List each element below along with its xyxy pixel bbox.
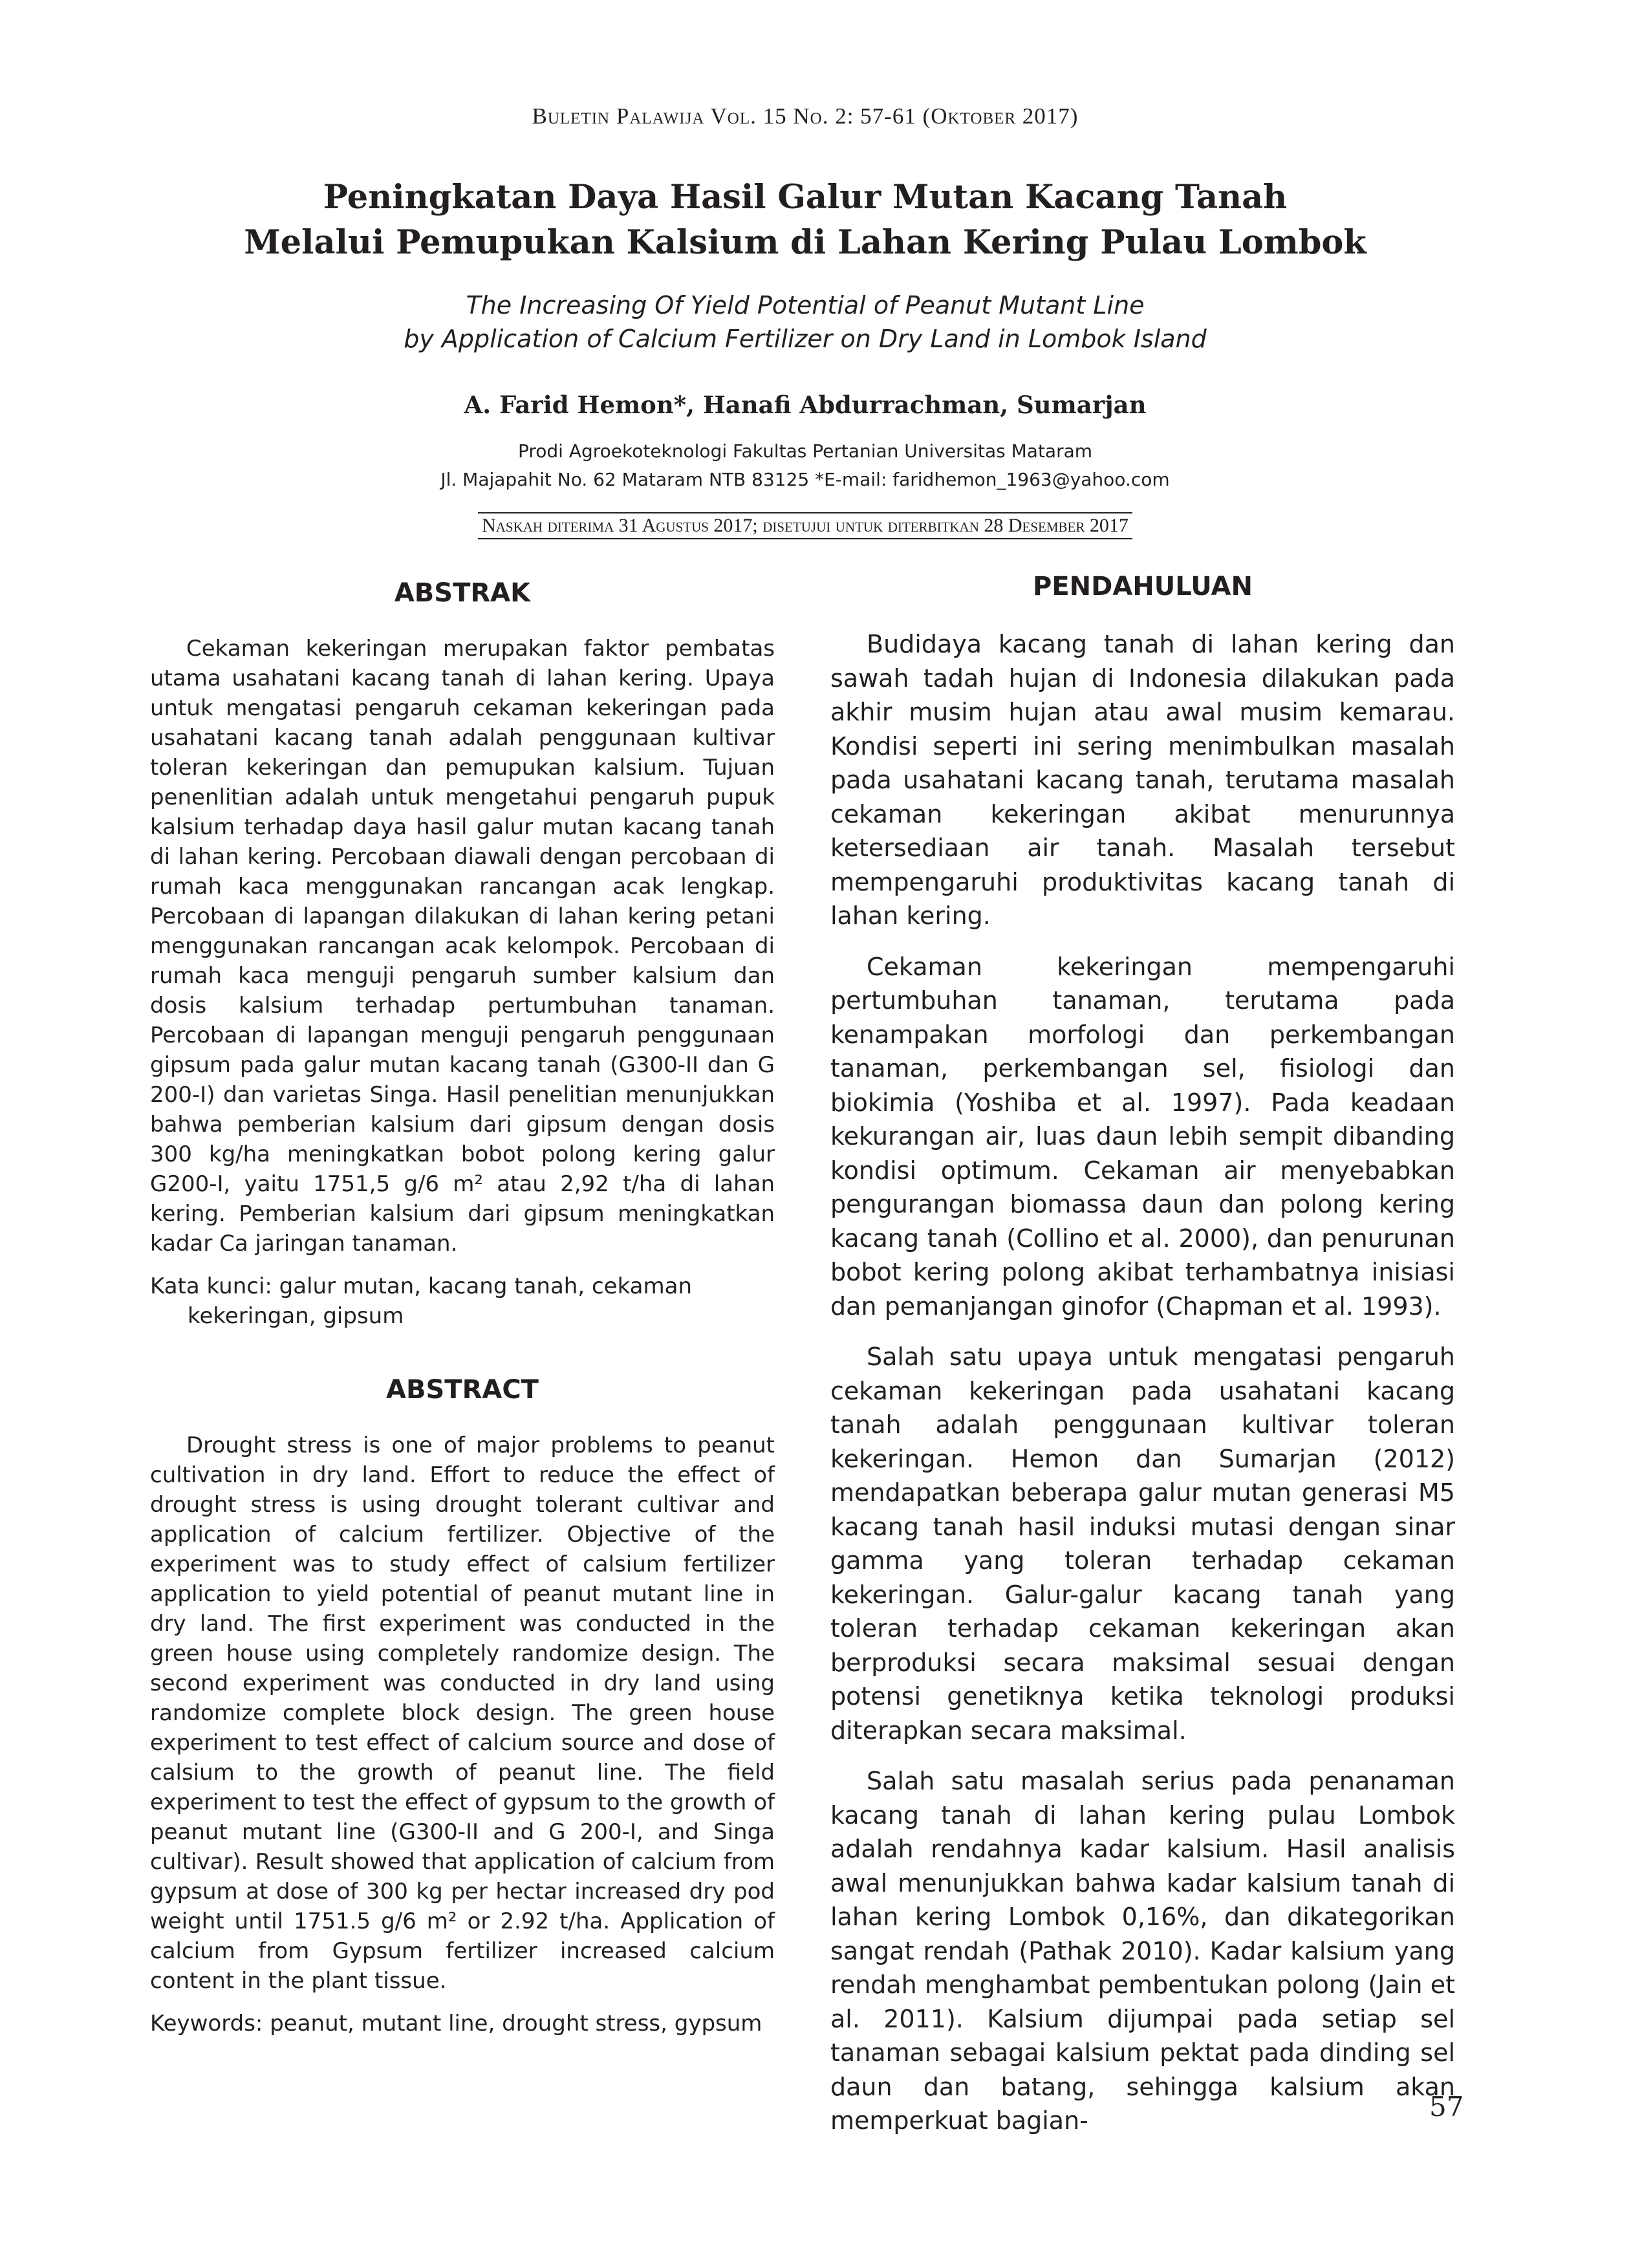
pendahuluan-paragraph-2: Cekaman kekeringan mempengaruhi pertumbuhan tanaman, terutama pada kenampakan morfologi dan perkembangan tanaman, perkembangan sel, fisiologi dan biokimia (Yoshiba et al. 1997). Pada keadaan kekurangan air, luas daun lebih sempit dibanding kondisi optimum. Cekaman air menyebabkan pengurangan biomassa daun dan polong kering kacang tanah (Collino et al. 2000), dan penurunan bobot kering polong akibat terhambatnya inisiasi dan pemanjangan ginofor (Chapman et al. 1993).	[830, 952, 1455, 1321]
pendahuluan-paragraph-3: Salah satu upaya untuk mengatasi pengaruh cekaman kekeringan pada usahatani kacang tanah adalah penggunaan kultivar toleran kekeringan. Hemon dan Sumarjan (2012) mendapatkan beberapa galur mutan generasi M5 kacang tanah hasil induksi mutasi dengan sinar gamma yang toleran terhadap cekaman kekeringan. Galur-galur kacang tanah yang toleran terhadap cekaman kekeringan akan berproduksi secara maksimal sesuai dengan potensi genetiknya ketika teknologi produksi diterapkan secara maksimal.	[830, 1343, 1455, 1745]
abstrak-heading: ABSTRAK	[394, 578, 531, 608]
received-date-text: Naskah diterima 31 Agustus 2017; disetujui untuk diterbitkan 28 Desember 2017	[478, 512, 1132, 539]
affiliation-line-1: Prodi Agroekoteknologi Fakultas Pertanian Universitas Mataram	[517, 440, 1093, 462]
title-line-1: Peningkatan Daya Hasil Galur Mutan Kacang Tanah	[323, 178, 1288, 217]
author-list: A. Farid Hemon*, Hanafi Abdurrachman, Sumarjan	[464, 391, 1147, 419]
journal-header: Buletin Palawija Vol. 15 No. 2: 57-61 (Oktober 2017)	[532, 103, 1079, 129]
affiliation-line-2: Jl. Majapahit No. 62 Mataram NTB 83125 *E-mail: faridhemon_1963@yahoo.com	[440, 469, 1170, 490]
left-column	[150, 569, 775, 2038]
page-number: 57	[1429, 2091, 1464, 2122]
abstract-text: Drought stress is one of major problems to peanut cultivation in dry land. Effort to reduce the effect of drought stress is using drought tolerant cultivar and application of calcium fertilizer. Objective of the experiment was to study effect of calsium fertilizer application to yield potential of peanut mutant line in dry land. The first experiment was conducted in the green house using completely randomize design. The second experiment was conducted in dry land using randomize complete block design. The green house experiment to test effect of calcium source and dose of calsium to the growth of peanut line. The field experiment to test the effect of gypsum to the growth of peanut mutant line (G300-II and G 200-I, and Singa cultivar). Result showed that application of calcium from gypsum at dose of 300 kg per hectar increased dry pod weight until 1751.5 g/6 m² or 2.92 t/ha. Application of calcium from Gypsum fertilizer increased calcium content in the plant tissue.	[150, 1432, 775, 1994]
english-title	[0, 288, 1610, 356]
paper-title	[0, 175, 1610, 265]
abstract-heading: ABSTRACT	[386, 1375, 539, 1405]
title-line-2: Melalui Pemupukan Kalsium di Lahan Kering Pulau Lombok	[244, 223, 1367, 262]
english-title-line-2: by Application of Calcium Fertilizer on Dry Land in Lombok Island	[404, 325, 1207, 353]
affiliation	[0, 437, 1610, 494]
abstrak-keywords: Kata kunci: galur mutan, kacang tanah, cekaman kekeringan, gipsum	[150, 1273, 692, 1329]
pendahuluan-paragraph-4: Salah satu masalah serius pada penanaman kacang tanah di lahan kering pulau Lombok adalah rendahnya kadar kalsium. Hasil analisis awal menunjukkan bahwa kadar kalsium tanah di lahan kering Lombok 0,16%, dan dikategorikan sangat rendah (Pathak 2010). Kadar kalsium yang rendah menghambat pembentukan polong (Jain et al. 2011). Kalsium dijumpai pada setiap sel tanaman sebagai kalsium pektat pada dinding sel daun dan batang, sehingga kalsium akan memperkuat bagian-	[830, 1767, 1455, 2135]
right-column	[830, 569, 1455, 2155]
english-title-line-1: The Increasing Of Yield Potential of Peanut Mutant Line	[466, 291, 1145, 319]
pendahuluan-paragraph-1: Budidaya kacang tanah di lahan kering dan sawah tadah hujan di Indonesia dilakukan pada akhir musim hujan atau awal musim kemarau. Kondisi seperti ini sering menimbulkan masalah pada usahatani kacang tanah, terutama masalah cekaman kekeringan akibat menurunnya ketersediaan air tanah. Masalah tersebut mempengaruhi produktivitas kacang tanah di lahan kering.	[830, 630, 1455, 930]
received-date-bar	[0, 512, 1610, 539]
abstrak-text: Cekaman kekeringan merupakan faktor pembatas utama usahatani kacang tanah di lahan kering. Upaya untuk mengatasi pengaruh cekaman kekeringan pada usahatani kacang tanah adalah penggunaan kultivar toleran kekeringan dan pemupukan kalsium. Tujuan penenlitian adalah untuk mengetahui pengaruh pupuk kalsium terhadap daya hasil galur mutan kacang tanah di lahan kering. Percobaan diawali dengan percobaan di rumah kaca menggunakan rancangan acak lengkap. Percobaan di lapangan dilakukan di lahan kering petani menggunakan rancangan acak kelompok. Percobaan di rumah kaca menguji pengaruh sumber kalsium dan dosis kalsium terhadap pertumbuhan tanaman. Percobaan di lapangan menguji pengaruh penggunaan gipsum pada galur mutan kacang tanah (G300-II dan G 200-I) dan varietas Singa. Hasil penelitian menunjukkan bahwa pemberian kalsium dari gipsum dengan dosis 300 kg/ha meningkatkan bobot polong kering galur G200-I, yaitu 1751,5 g/6 m² atau 2,92 t/ha di lahan kering. Pemberian kalsium dari gipsum meningkatkan kadar Ca jaringan tanaman.	[150, 636, 775, 1257]
abstract-keywords: Keywords: peanut, mutant line, drought stress, gypsum	[150, 2011, 762, 2036]
pendahuluan-heading: PENDAHULUAN	[1033, 572, 1253, 601]
